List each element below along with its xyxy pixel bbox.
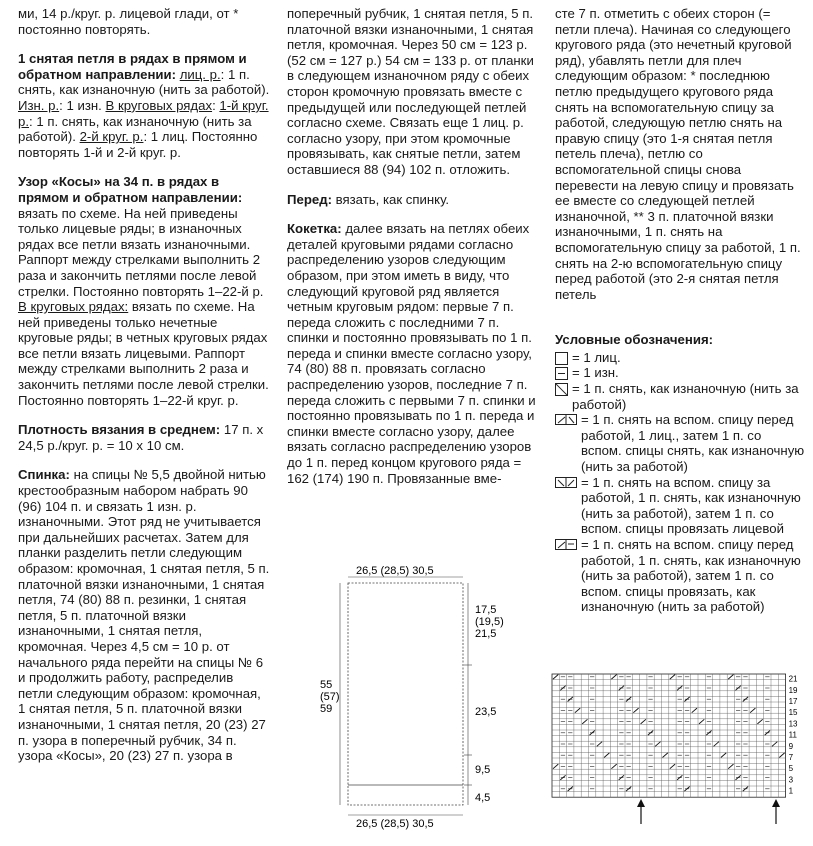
density-paragraph bbox=[18, 422, 270, 453]
repeat-arrows bbox=[637, 799, 780, 824]
h-total-2: (57) bbox=[320, 691, 340, 703]
chart-row-label: 5 bbox=[788, 764, 794, 774]
h-band-label: 4,5 bbox=[475, 792, 491, 804]
slip-symbol-icon bbox=[555, 383, 568, 396]
chart-grid bbox=[552, 674, 786, 797]
round1-text: : 1 п. снять, как изнаночную (нить за работой). bbox=[18, 113, 252, 145]
chart-row-label: 15 bbox=[788, 708, 798, 718]
chart-row-label: 17 bbox=[788, 697, 798, 706]
legend bbox=[555, 332, 805, 615]
chart-row-labels bbox=[789, 675, 798, 796]
purl-row-label: Изн. р. bbox=[18, 97, 60, 113]
back-title: Спинка: bbox=[18, 467, 70, 483]
round2-text: : 1 лиц. Постоянно повторять 1-й и 2-й круг. р. bbox=[18, 129, 258, 160]
chart-row-label: 11 bbox=[788, 730, 797, 740]
column-3 bbox=[555, 6, 805, 615]
front-paragraph bbox=[287, 192, 539, 208]
chart-row-label: 19 bbox=[788, 685, 798, 695]
legend-item-purl: = 1 изн. bbox=[555, 365, 805, 381]
cross-front-purl-symbol-icon bbox=[555, 539, 577, 550]
cross-back-symbol-icon bbox=[555, 477, 577, 488]
top-width-label: 26,5 (28,5) 30,5 bbox=[356, 565, 434, 577]
density-title: Плотность вязания в среднем: bbox=[18, 422, 221, 438]
knitting-chart bbox=[550, 672, 812, 832]
legend-item-slip: = 1 п. снять, как изнаночную (нить за работой) bbox=[555, 381, 805, 412]
knit-symbol-icon bbox=[555, 352, 568, 365]
face-row-label: лиц. р. bbox=[179, 66, 221, 82]
chart-row-label: 1 bbox=[788, 786, 794, 796]
back-text: на спицы № 5,5 двойной нитью крестообразным набором набрать 90 (96) 104 п. и связать 1 изн. р. изнаночными. Этот ряд не учитывается при дальнейших расчетах. Затем для планки разделить петли следующим образом: кромочная, 1 снятая петля, 5 п. платочной вязки изнаночными, 1 снятая петля, 74 (80) 88 п. резинки, 1 снятая петля, 5 п. платочной вязки изнаночными, 1 снятая петля, кромочная. Через 4,5 см = 10 р. от начального ряда перейти на спицы № 6 и продолжить работу, распределив петли следующим образом: кромочная, 1 снятая петля, 5 п. платочной вязки изнаночными, 1 снятая петля, 20 (23) 27 п. узора в поперечный рубчик, 34 п. узора «Косы», 20 (23) 27 п. узора в bbox=[18, 467, 270, 764]
edge-stitch-paragraph: 1 снятая петля в рядах в прямом и обратном направлении: лиц. р.: 1 п. снять, как изнаночную (нить за работой). Изн. р.: 1 изн. В круговых рядах: 1-й круг. р.: 1 п. снять, как изнаночную (нить за работой). 2-й круг. р.: 1 лиц. Постоянно повторять 1-й и 2-й круг. р. bbox=[18, 51, 270, 160]
front-text: вязать, как спинку. bbox=[335, 191, 450, 207]
legend-item-cross-back: = 1 п. снять на вспом. спицу за работой, 1 п. снять, как изнаночную (нить за работой), затем 1 п. со вспом. спицы провязать лицевой bbox=[555, 475, 805, 537]
chart-row-label: 3 bbox=[788, 775, 794, 785]
pattern-schema bbox=[318, 565, 504, 835]
arrow-right-icon bbox=[772, 799, 780, 807]
legend-item-cross-front-purl: = 1 п. снять на вспом. спицу перед работой, 1 п. снять, как изнаночную (нить за работой), затем 1 п. со вспом. спицы провязать, как изнаночную (нить за работой) bbox=[555, 537, 805, 615]
chart-row-label: 9 bbox=[788, 741, 794, 751]
h-lower-label: 9,5 bbox=[475, 764, 491, 776]
intro-paragraph: ми, 14 р./круг. р. лицевой глади, от * постоянно повторять. bbox=[18, 6, 239, 37]
chart-row-label: 7 bbox=[788, 753, 794, 762]
h-top-3: 21,5 bbox=[475, 628, 497, 640]
shoulder-paragraph: сте 7 п. отметить с обеих сторон (= петли плеча). Начиная со следующего кругового ряда (это нечетный круговой ряд), убавлять петли для плеч следующим образом: * последнюю петлю предыдущего кругового ряда снять на вспомогательную спицу за работой, следующую петлю снять на правую спицу (это 1-я снятая петля петель плеча), петлю со вспомогательной спицы снова перевести на левую спицу и провязать ее вместе со следующей петлей изнаночной, ** 3 п. платочной вязки изнаночными, 1 п. снять на вспомогательную спицу за работой, 1 п. снять на 2-ю вспомогательную спицу перед работой (это 2-я снятая петля петель bbox=[555, 6, 801, 302]
h-total-3: 59 bbox=[320, 703, 333, 715]
yoke-text: далее вязать на петлях обеих деталей круговыми рядами согласно распределению узоров следующим образом, при этом иметь в виду, что следующий круговой ряд является четным круговым рядом: первые 7 п. переда сложить с последними 7 п. спинки и постоянно провязывать по 1 п. переда и спинки вместе согласно узору, 74 (80) 88 п. провязать согласно распределению узоров, последние 7 п. переда сложить с первыми 7 п. спинки и постоянно провязывать по 1 п. переда и спинки вместе согласно узору, далее вязать согласно распределению узоров до 1 п. перед концом кругового ряда = 162 (174) 190 п. Провязанные вме- bbox=[287, 221, 536, 486]
legend-item-knit: = 1 лиц. bbox=[555, 350, 805, 366]
h-mid-label: 23,5 bbox=[475, 706, 497, 718]
purl-row-text: : 1 изн. bbox=[59, 97, 102, 113]
round1-label: 1-й круг. р. bbox=[18, 97, 269, 129]
arrow-left-icon bbox=[637, 799, 645, 807]
density-text: 17 п. х 24,5 р./круг. р. = 10 х 10 см. bbox=[18, 422, 264, 453]
back-continued: поперечный рубчик, 1 снятая петля, 5 п. платочной вязки изнаночными, 1 снятая петля, кромочная. Через 50 см = 123 р. (52 см = 127 р.) 54 см = 133 р. от планки в следующем изнаночном ряду с обеих сторон кромочную провязать вместе с предыдущей или последующей петлей согласно схеме. Связать еще 1 лиц. р. согласно узору, при этом кромочные провязывать, как снятые петли, затем оставшиеся 88 (94) 102 п. отложить. bbox=[287, 6, 534, 177]
cross-front-symbol-icon bbox=[555, 414, 577, 425]
h-top-1: 17,5 bbox=[475, 604, 497, 616]
face-row-text: : 1 п. снять, как изнаночную (нить за работой). bbox=[18, 66, 270, 98]
column-1 bbox=[18, 6, 270, 778]
front-title: Перед: bbox=[287, 191, 332, 207]
back-paragraph bbox=[18, 467, 270, 763]
chart-row-label: 21 bbox=[788, 674, 798, 684]
round2-label: 2-й круг. р. bbox=[79, 129, 144, 145]
schema-outline bbox=[348, 583, 463, 805]
legend-title: Условные обозначения: bbox=[555, 332, 714, 348]
legend-item-cross-front: = 1 п. снять на вспом. спицу перед работой, 1 лиц., затем 1 п. со вспом. спицы снять, как изнаночную (нить за работой) bbox=[555, 412, 805, 474]
kosy-round-label: В круговых рядах: bbox=[18, 299, 129, 315]
column-2 bbox=[287, 6, 539, 500]
edge-stitch-title: 1 снятая петля в рядах в прямом и обратном направлении: bbox=[18, 51, 247, 82]
kosy-text-1: вязать по схеме. На ней приведены только лицевые ряды; в изнаночных рядах все петли вязать изнаночными. Раппорт между стрелками выполнить 2 раза и закончить петлями после левой стрелки. Постоянно повторять 1–22-й р. bbox=[18, 205, 264, 299]
yoke-title: Кокетка: bbox=[287, 221, 342, 237]
h-top-2: (19,5) bbox=[475, 616, 504, 628]
round-rows-label: В круговых рядах bbox=[105, 97, 213, 113]
yoke-paragraph bbox=[287, 221, 539, 486]
bottom-width-label: 26,5 (28,5) 30,5 bbox=[356, 818, 434, 830]
kosy-text-2: вязать по схеме. На ней приведены только нечетные круговые ряды; в четных круговых рядах все петли вязать лицевыми. Раппорт между стрелками выполнить 2 раза и закончить петлями после левой стрелки. Постоянно повторять 1–22-й круг. р. bbox=[18, 299, 269, 408]
kosy-title: Узор «Косы» на 34 п. в рядах в прямом и обратном направлении: bbox=[18, 174, 243, 205]
chart-row-label: 13 bbox=[788, 719, 798, 729]
kosy-paragraph bbox=[18, 174, 270, 408]
h-total-1: 55 bbox=[320, 679, 333, 691]
purl-symbol-icon bbox=[555, 367, 568, 380]
